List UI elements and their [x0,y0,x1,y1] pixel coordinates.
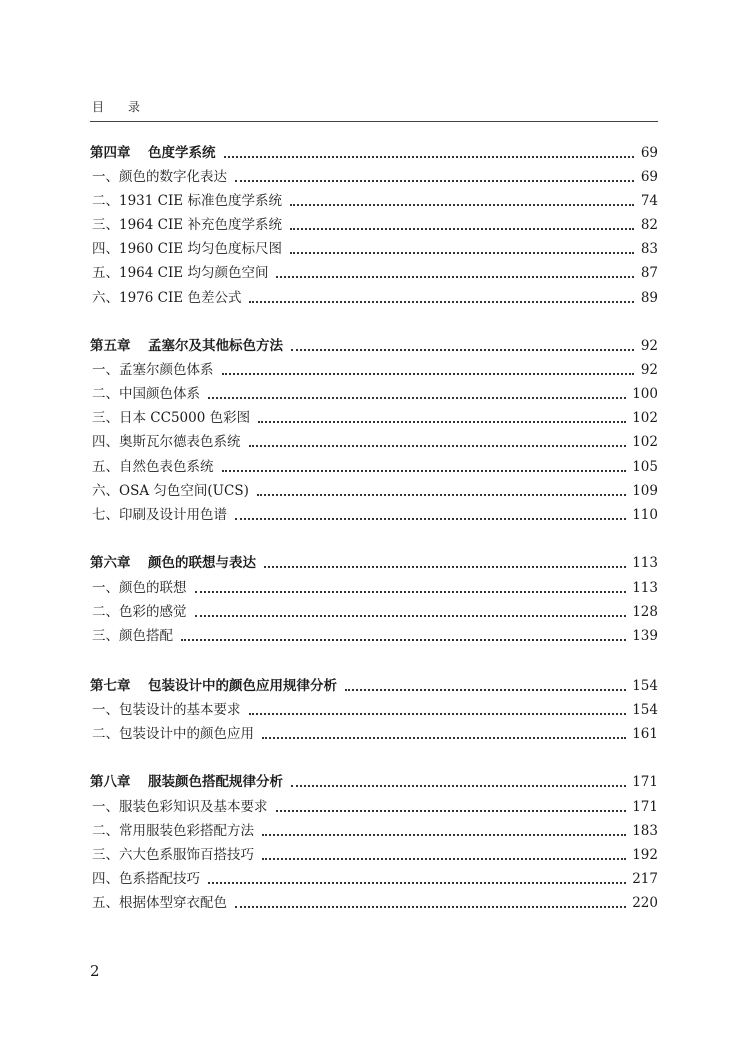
dot-leader [264,566,626,568]
page-ref: 109 [632,483,658,499]
section-title: 二、色彩的感觉 [92,604,187,620]
dot-leader [291,785,626,787]
section-title: 一、颜色的联想 [92,580,187,596]
page-ref: 154 [632,678,658,694]
section-title: 二、1931 CIE 标准色度学系统 [92,193,282,209]
dot-leader [290,204,634,206]
toc-chapter-6[interactable] [90,553,658,573]
toc-section[interactable] [90,239,658,259]
toc-section[interactable] [90,215,658,235]
section-title: 一、服装色彩知识及基本要求 [92,799,268,815]
dot-leader [208,397,626,399]
page-ref: 102 [632,410,658,426]
toc-section[interactable] [90,626,658,646]
page-ref: 113 [632,555,658,571]
page-ref: 105 [632,459,658,475]
toc-chapter-4[interactable] [90,143,658,163]
dot-leader [208,882,626,884]
chapter-number: 第八章 [90,774,131,790]
page-ref: 139 [632,628,658,644]
dot-leader [222,470,627,472]
chapter-number: 第七章 [90,678,131,694]
dot-leader [224,156,635,158]
toc-section[interactable] [90,797,658,817]
toc-section[interactable] [90,432,658,452]
page-ref: 113 [632,580,658,596]
section-title: 五、根据体型穿衣配色 [92,895,227,911]
page-ref: 192 [632,847,658,863]
page-ref: 220 [632,895,658,911]
page-ref: 74 [640,193,658,209]
toc-section[interactable] [90,724,658,744]
section-title: 一、包装设计的基本要求 [92,702,241,718]
dot-leader [290,252,634,254]
page-ref: 171 [632,799,658,815]
page-number: 2 [90,962,100,980]
dot-leader [195,615,627,617]
toc-chapter-8[interactable] [90,772,658,792]
dot-leader [276,810,627,812]
section-title: 三、1964 CIE 补充色度学系统 [92,217,282,233]
chapter-title: 颜色的联想与表达 [148,555,256,571]
toc-section[interactable] [90,602,658,622]
toc-section[interactable] [90,700,658,720]
chapter-title: 服装颜色搭配规律分析 [148,774,283,790]
section-title: 三、六大色系服饰百搭技巧 [92,847,254,863]
section-title: 二、常用服装色彩搭配方法 [92,823,254,839]
toc-section[interactable] [90,191,658,211]
dot-leader [195,591,627,593]
dot-leader [262,834,626,836]
dot-leader [345,689,626,691]
dot-leader [222,373,635,375]
dot-leader [262,737,626,739]
toc-section[interactable] [90,263,658,283]
page-ref: 89 [640,290,658,306]
section-title: 六、OSA 匀色空间(UCS) [92,483,249,499]
chapter-title: 包装设计中的颜色应用规律分析 [148,678,337,694]
chapter-title: 孟塞尔及其他标色方法 [148,338,283,354]
page-ref: 161 [632,726,658,742]
dot-leader [181,639,626,641]
toc-section[interactable] [90,869,658,889]
page-ref: 217 [632,871,658,887]
dot-leader [235,518,626,520]
page-ref: 92 [640,338,658,354]
toc-section[interactable] [90,821,658,841]
dot-leader [235,906,626,908]
page-ref: 92 [640,362,658,378]
section-title: 四、奥斯瓦尔德表色系统 [92,434,241,450]
dot-leader [257,494,626,496]
chapter-number: 第四章 [90,145,131,161]
dot-leader [249,713,627,715]
section-title: 二、中国颜色体系 [92,386,200,402]
section-title: 五、自然色表色系统 [92,459,214,475]
section-title: 五、1964 CIE 均匀颜色空间 [92,265,269,281]
page-ref: 83 [640,241,658,257]
toc-section[interactable] [90,457,658,477]
toc-section[interactable] [90,408,658,428]
toc-chapter-7[interactable] [90,676,658,696]
header-text-part2: 录 [128,100,141,114]
section-title: 四、1960 CIE 均匀色度标尺图 [92,241,282,257]
toc-section[interactable] [90,893,658,913]
section-title: 六、1976 CIE 色差公式 [92,290,242,306]
toc-section[interactable] [90,384,658,404]
dot-leader [276,276,634,278]
dot-leader [291,349,634,351]
toc-section[interactable] [90,167,658,187]
section-title: 一、颜色的数字化表达 [92,169,227,185]
header-text-part1: 目 [92,100,105,114]
page-ref: 128 [632,604,658,620]
dot-leader [262,858,626,860]
page-ref: 171 [632,774,658,790]
page-ref: 82 [640,217,658,233]
chapter-title: 色度学系统 [148,145,216,161]
section-title: 一、孟塞尔颜色体系 [92,362,214,378]
page-ref: 69 [640,145,658,161]
dot-leader [258,421,626,423]
toc-section[interactable] [90,578,658,598]
section-title: 七、印刷及设计用色谱 [92,507,227,523]
dot-leader [249,445,627,447]
dot-leader [290,228,634,230]
dot-leader [235,180,634,182]
chapter-number: 第六章 [90,555,131,571]
section-title: 四、色系搭配技巧 [92,871,200,887]
chapter-number: 第五章 [90,338,131,354]
page-ref: 183 [632,823,658,839]
page-ref: 87 [640,265,658,281]
section-title: 三、颜色搭配 [92,628,173,644]
page-ref: 69 [640,169,658,185]
toc-chapter-5[interactable] [90,336,658,356]
toc-section[interactable] [90,481,658,501]
section-title: 二、包装设计中的颜色应用 [92,726,254,742]
toc-section[interactable] [90,845,658,865]
page-ref: 100 [632,386,658,402]
page-ref: 102 [632,434,658,450]
page-ref: 154 [632,702,658,718]
toc-section[interactable] [90,505,658,525]
page-ref: 110 [632,507,658,523]
section-title: 三、日本 CC5000 色彩图 [92,410,251,426]
header-rule [90,121,658,122]
dot-leader [249,301,634,303]
toc-section[interactable] [90,288,658,308]
toc-section[interactable] [90,360,658,380]
